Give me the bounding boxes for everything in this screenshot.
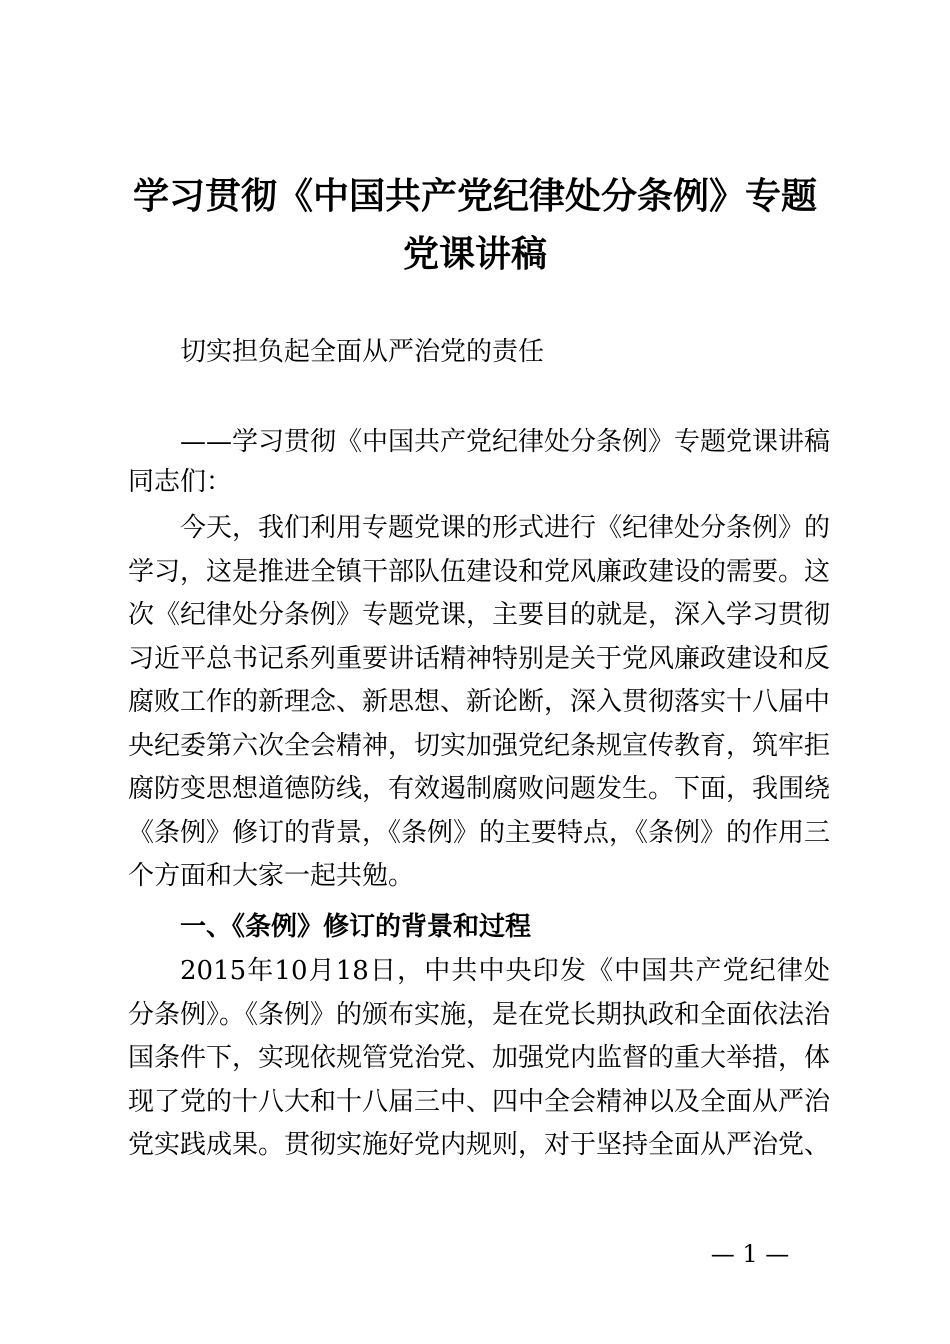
- salutation: 同志们：: [128, 467, 233, 497]
- section-heading-1: 一、《条例》修订的背景和过程: [180, 912, 532, 942]
- paragraph-background: 2015年10月18日，中共中央印发《中国共产党纪律处分条例》。《条例》的颁布实施，是在党长期执政和全面依法治国条件下，实现依规管党治党、加强党内监督的重大举措，体现了党的十八大和十八届三中、四中全会精神以及全面从严治党实践成果。贯彻实施好党内规则，对于坚持全面从严治党、: [128, 956, 831, 1160]
- document-title: 学习贯彻《中国共产党纪律处分条例》专题党课讲稿: [132, 176, 817, 275]
- subtitle-dash-line: ——学习贯彻《中国共产党纪律处分条例》专题党课讲稿: [180, 427, 831, 457]
- paragraph-intro: 今天，我们利用专题党课的形式进行《纪律处分条例》的学习，这是推进全镇干部队伍建设和党风廉政建设的需要。这次《纪律处分条例》专题党课，主要目的就是，深入学习贯彻习近平总书记系列重要讲话精神特别是关于党风廉政建设和反腐败工作的新理念、新思想、新论断，深入贯彻落实十八届中央纪委第六次全会精神，切实加强党纪条规宣传教育，筑牢拒腐防变思想道德防线，有效遏制腐败问题发生。下面，我围绕《条例》修订的背景，《条例》的主要特点，《条例》的作用三个方面和大家一起共勉。: [128, 513, 831, 891]
- document-subtitle: 切实担负起全面从严治党的责任: [180, 337, 545, 367]
- page-number: — 1 —: [710, 1240, 790, 1268]
